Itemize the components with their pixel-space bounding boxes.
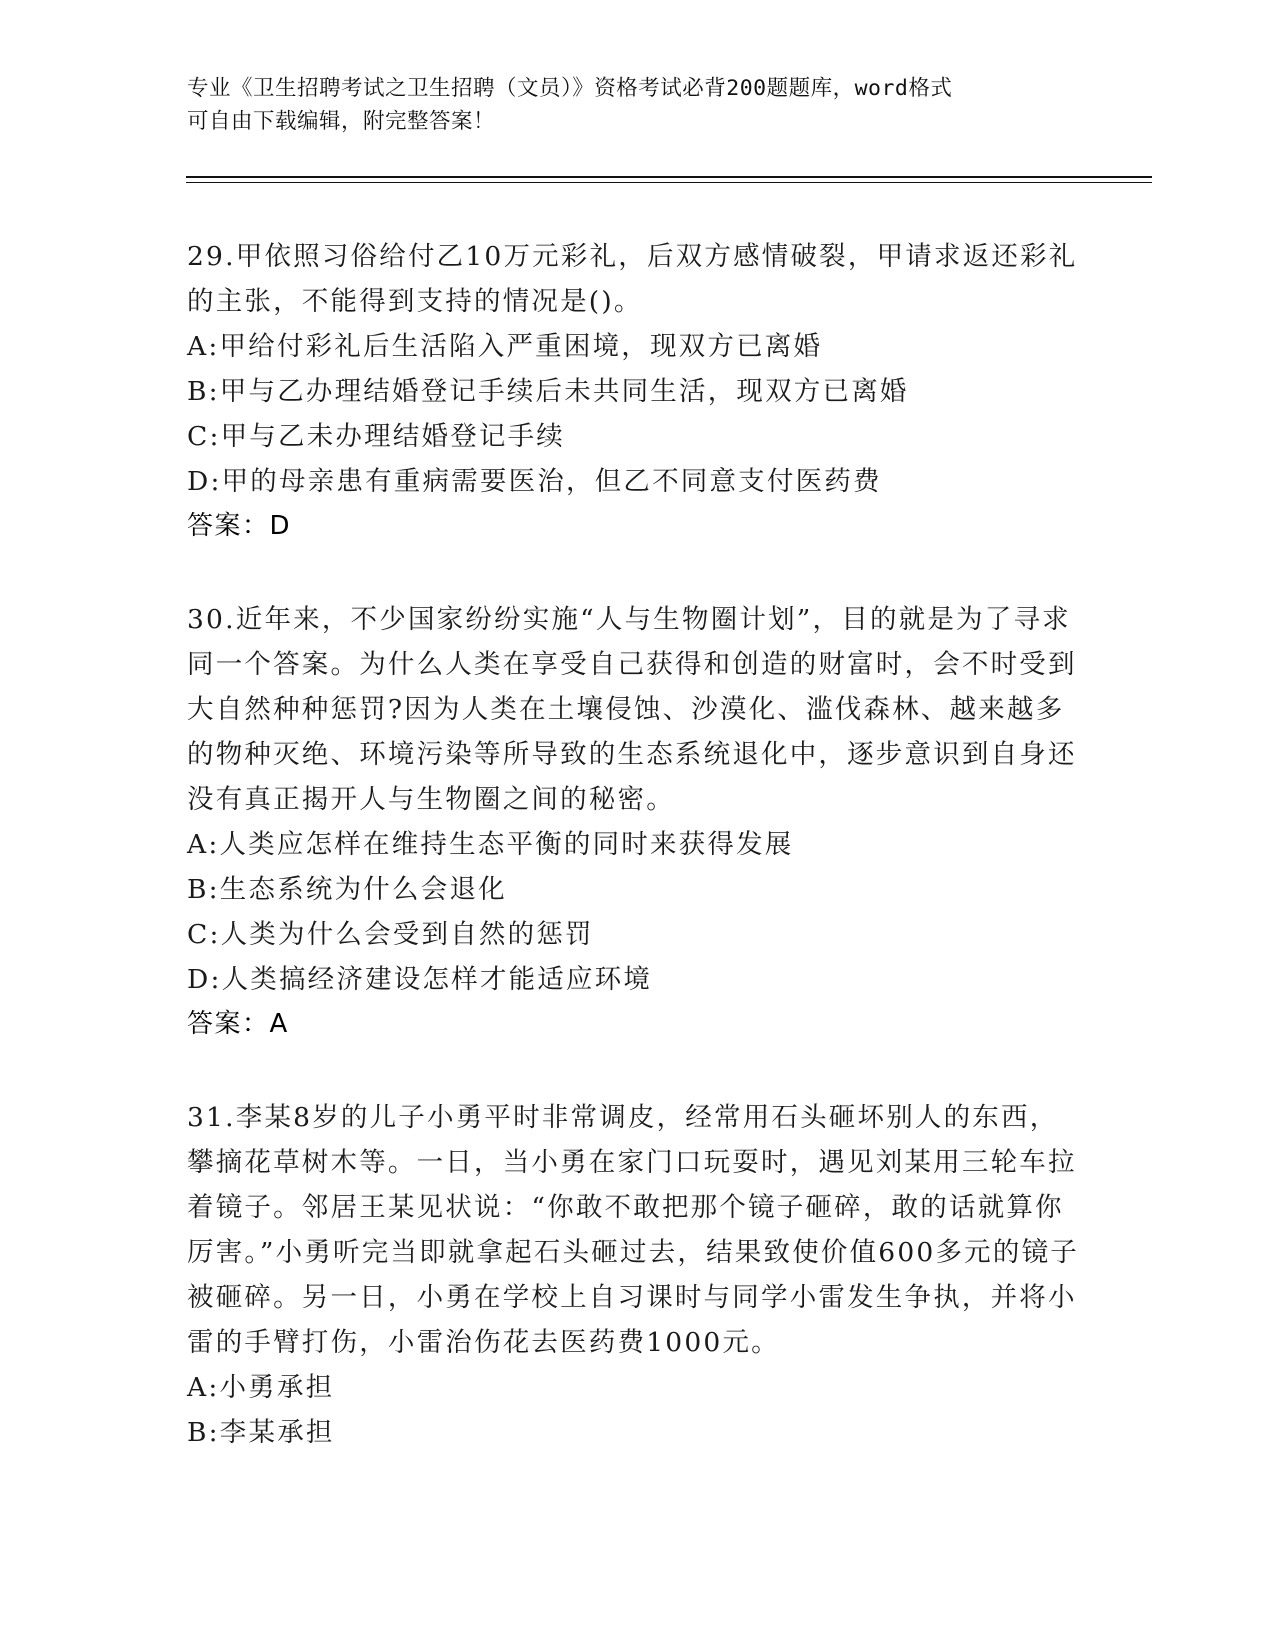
option-b: B:生态系统为什么会退化	[187, 874, 507, 905]
question-31	[187, 1095, 1087, 1455]
question-30	[187, 597, 1087, 1047]
answer-label: 答案：D	[187, 511, 292, 541]
header-line-1: 专业《卫生招聘考试之卫生招聘（文员）》资格考试必背200题题库，word格式	[187, 76, 953, 101]
question-text: 31.李某8岁的儿子小勇平时非常调皮，经常用石头砸坏别人的东西，攀摘花草树木等。一日，当小勇在家门口玩耍时，遇见刘某用三轮车拉着镜子。邻居王某见状说：“你敢不敢把那个镜子砸碎，敢的话就算你厉害。”小勇听完当即就拿起石头砸过去，结果致使价值600多元的镜子被砸碎。另一日，小勇在学校上自习课时与同学小雷发生争执，并将小雷的手臂打伤，小雷治伤花去医药费1000元。	[187, 1102, 1079, 1358]
option-a: A:小勇承担	[187, 1372, 335, 1403]
option-b: B:李某承担	[187, 1417, 335, 1448]
question-text: 30.近年来，不少国家纷纷实施“人与生物圈计划”，目的就是为了寻求同一个答案。为什么人类在享受自己获得和创造的财富时，会不时受到大自然种种惩罚?因为人类在土壤侵蚀、沙漠化、滥伐森林、越来越多的物种灭绝、环境污染等所导致的生态系统退化中，逐步意识到自身还没有真正揭开人与生物圈之间的秘密。	[187, 604, 1077, 815]
option-d: D:甲的母亲患有重病需要医治，但乙不同意支付医药费	[187, 466, 882, 497]
question-list	[187, 234, 1087, 1503]
header-line-2: 可自由下载编辑，附完整答案！	[187, 109, 496, 134]
option-a: A:人类应怎样在维持生态平衡的同时来获得发展	[187, 829, 794, 860]
question-text: 29.甲依照习俗给付乙10万元彩礼，后双方感情破裂，甲请求返还彩礼的主张，不能得到支持的情况是()。	[187, 241, 1078, 317]
header-divider-thin	[186, 182, 1152, 183]
document-header	[187, 72, 1067, 138]
option-a: A:甲给付彩礼后生活陷入严重困境，现双方已离婚	[187, 331, 823, 362]
answer-label: 答案：A	[187, 1009, 289, 1039]
option-c: C:甲与乙未办理结婚登记手续	[187, 421, 566, 452]
question-29	[187, 234, 1087, 549]
option-c: C:人类为什么会受到自然的惩罚	[187, 919, 594, 950]
header-divider-thick	[186, 176, 1152, 178]
option-d: D:人类搞经济建设怎样才能适应环境	[187, 964, 653, 995]
option-b: B:甲与乙办理结婚登记手续后未共同生活，现双方已离婚	[187, 376, 909, 407]
